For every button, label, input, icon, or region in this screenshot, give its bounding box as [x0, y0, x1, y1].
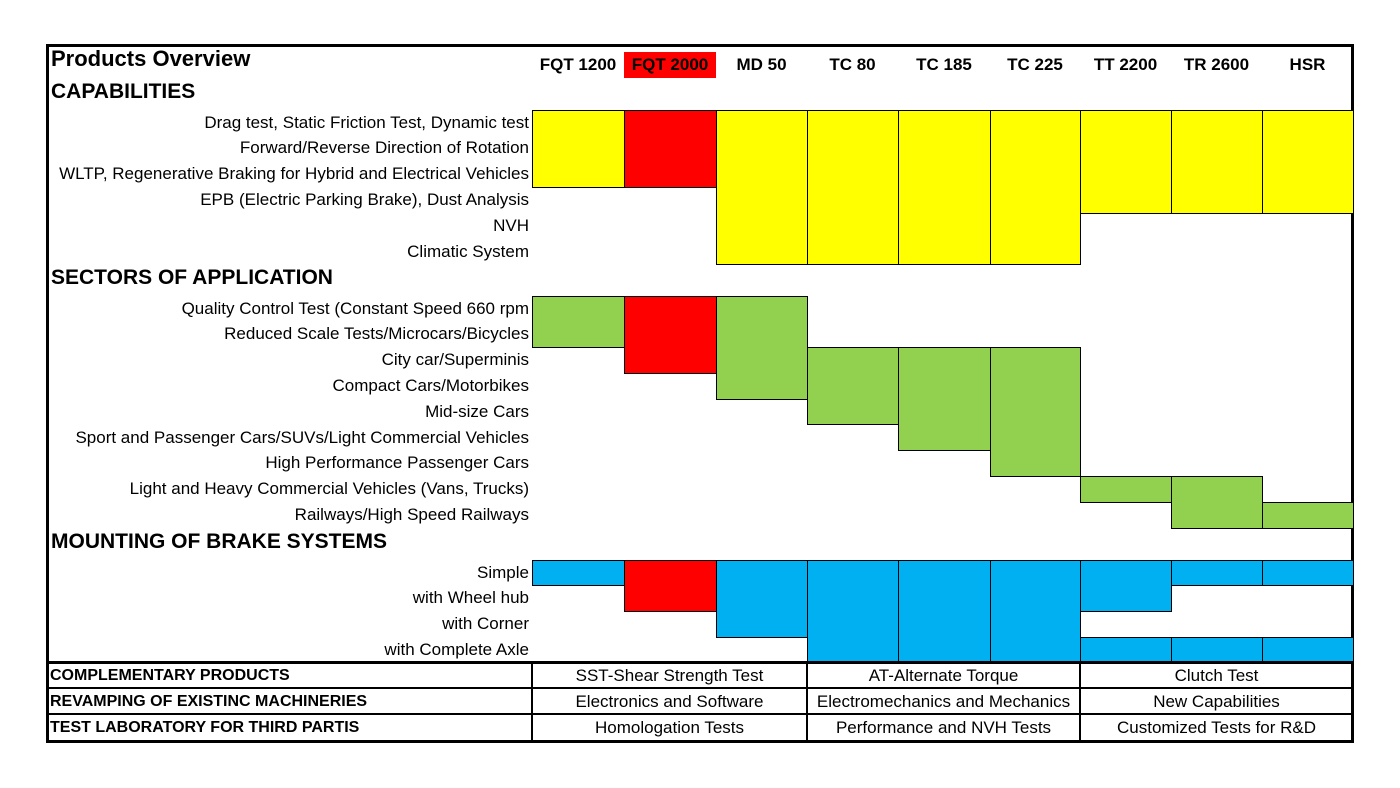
- bottom-row-divider: [46, 687, 1354, 689]
- section-title-mounting: MOUNTING OF BRAKE SYSTEMS: [51, 530, 388, 553]
- coverage-block-tc-80: [807, 347, 899, 425]
- coverage-block-hsr: [1262, 637, 1354, 664]
- row-label: Railways/High Speed Railways: [294, 504, 529, 524]
- column-header-fqt-2000: FQT 2000: [624, 52, 716, 78]
- coverage-block-tr-2600: [1171, 560, 1263, 587]
- bottom-row-divider: [46, 661, 1354, 664]
- row-label: Simple: [477, 562, 529, 582]
- section-title-sectors: SECTORS OF APPLICATION: [51, 266, 333, 289]
- coverage-block-tc-225: [990, 110, 1081, 266]
- row-label: Climatic System: [407, 241, 529, 261]
- row-label: with Complete Axle: [384, 639, 529, 659]
- row-label: Forward/Reverse Direction of Rotation: [239, 138, 529, 158]
- bottom-cell: Clutch Test: [1174, 666, 1259, 685]
- coverage-block-tc-225: [990, 347, 1081, 477]
- column-header-hsr: HSR: [1289, 55, 1326, 74]
- row-label: Reduced Scale Tests/Microcars/Bicycles: [224, 324, 529, 344]
- section-title-capabilities: CAPABILITIES: [51, 80, 196, 103]
- coverage-block-tr-2600: [1171, 637, 1263, 664]
- coverage-block-fqt-1200: [532, 296, 625, 349]
- column-header-md-50: MD 50: [736, 55, 787, 74]
- coverage-block-hsr: [1262, 110, 1354, 214]
- row-label: with Wheel hub: [412, 588, 529, 608]
- page-title: Products Overview: [51, 46, 251, 71]
- coverage-block-fqt-2000: [624, 296, 717, 374]
- bottom-row-divider: [46, 713, 1354, 715]
- coverage-block-md-50: [716, 296, 808, 400]
- coverage-block-tt-2200: [1080, 110, 1172, 214]
- bottom-cell: Electronics and Software: [575, 692, 764, 711]
- row-label: Compact Cars/Motorbikes: [332, 375, 529, 395]
- bottom-row-label: TEST LABORATORY FOR THIRD PARTIS: [50, 719, 360, 736]
- bottom-cell: New Capabilities: [1153, 692, 1280, 711]
- bottom-cell: Electromechanics and Mechanics: [816, 692, 1071, 711]
- coverage-block-tc-80: [807, 110, 899, 266]
- coverage-block-tr-2600: [1171, 476, 1263, 529]
- coverage-block-tc-185: [898, 560, 991, 664]
- bottom-cell: AT-Alternate Torque: [868, 666, 1019, 685]
- bottom-row-label: COMPLEMENTARY PRODUCTS: [50, 667, 290, 684]
- column-header-tt-2200: TT 2200: [1093, 55, 1158, 74]
- row-label: City car/Superminis: [381, 350, 529, 370]
- column-header-fqt-1200: FQT 1200: [539, 55, 617, 74]
- coverage-block-fqt-1200: [532, 560, 625, 587]
- coverage-block-hsr: [1262, 502, 1354, 529]
- row-label: NVH: [493, 215, 529, 235]
- row-label: Sport and Passenger Cars/SUVs/Light Commercial Vehicles: [75, 427, 529, 447]
- bottom-cell: SST-Shear Strength Test: [575, 666, 764, 685]
- coverage-block-tt-2200: [1080, 476, 1172, 503]
- row-label: with Corner: [442, 614, 529, 634]
- bottom-row-label: REVAMPING OF EXISTINC MACHINERIES: [50, 693, 368, 710]
- coverage-block-tr-2600: [1171, 110, 1263, 214]
- coverage-block-hsr: [1262, 560, 1354, 587]
- column-header-tr-2600: TR 2600: [1183, 55, 1250, 74]
- row-label: EPB (Electric Parking Brake), Dust Analysis: [200, 189, 529, 209]
- coverage-block-tt-2200: [1080, 560, 1172, 613]
- coverage-block-tc-185: [898, 110, 991, 266]
- coverage-block-fqt-1200: [532, 110, 625, 188]
- bottom-cell: Performance and NVH Tests: [835, 718, 1052, 737]
- row-label: Quality Control Test (Constant Speed 660 rpm: [181, 298, 529, 318]
- column-header-tc-80: TC 80: [829, 55, 876, 74]
- coverage-block-md-50: [716, 560, 808, 638]
- row-label: Drag test, Static Friction Test, Dynamic test: [204, 112, 529, 132]
- column-header-tc-185: TC 185: [916, 55, 972, 74]
- bottom-cell: Homologation Tests: [595, 718, 744, 737]
- coverage-block-tc-225: [990, 560, 1081, 664]
- row-label: Mid-size Cars: [425, 401, 529, 421]
- coverage-block-fqt-2000: [624, 560, 717, 613]
- row-label: High Performance Passenger Cars: [265, 453, 529, 473]
- bottom-cell: Customized Tests for R&D: [1116, 718, 1317, 737]
- column-header-tc-225: TC 225: [1007, 55, 1063, 74]
- coverage-block-fqt-2000: [624, 110, 717, 188]
- coverage-block-tt-2200: [1080, 637, 1172, 664]
- coverage-block-tc-185: [898, 347, 991, 451]
- coverage-block-tc-80: [807, 560, 899, 664]
- row-label: WLTP, Regenerative Braking for Hybrid and Electrical Vehicles: [59, 164, 529, 184]
- row-label: Light and Heavy Commercial Vehicles (Vans, Trucks): [129, 479, 529, 499]
- coverage-block-md-50: [716, 110, 808, 266]
